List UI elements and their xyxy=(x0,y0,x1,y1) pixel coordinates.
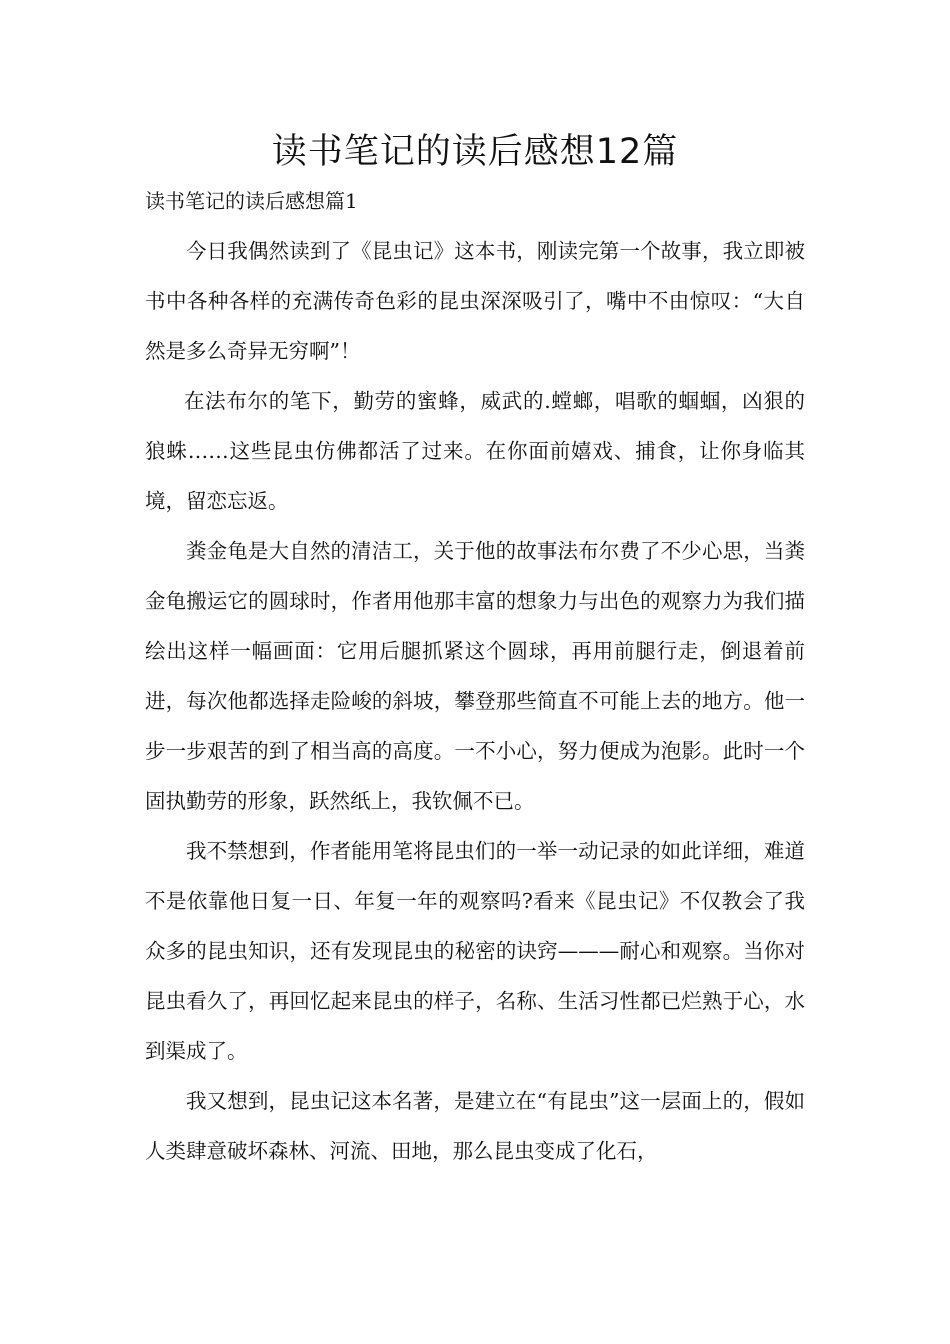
section-heading: 读书笔记的读后感想篇1 xyxy=(145,189,358,213)
paragraph: 我不禁想到，作者能用笔将昆虫们的一举一动记录的如此详细，难道不是依靠他日复一日、年复一年的观察吗?看来《昆虫记》不仅教会了我众多的昆虫知识，还有发现昆虫的秘密的诀窍———耐心和观察。当你对昆虫看久了，再回忆起来昆虫的样子，名称、生活习性都已烂熟于心，水到渠成了。 xyxy=(145,839,805,1063)
document-body xyxy=(145,226,805,1176)
paragraph: 我又想到，昆虫记这本名著，是建立在“有昆虫”这一层面上的，假如人类肆意破坏森林、河流、田地，那么昆虫变成了化石， xyxy=(145,1089,805,1163)
paragraph: 粪金龟是大自然的清洁工，关于他的故事法布尔费了不少心思，当粪金龟搬运它的圆球时，作者用他那丰富的想象力与出色的观察力为我们描绘出这样一幅画面：它用后腿抓紧这个圆球，再用前腿行走，倒退着前进，每次他都选择走险峻的斜坡，攀登那些简直不可能上去的地方。他一步一步艰苦的到了相当高的高度。一不小心，努力便成为泡影。此时一个固执勤劳的形象，跃然纸上，我钦佩不已。 xyxy=(145,539,805,813)
document-title: 读书笔记的读后感想12篇 xyxy=(271,132,679,172)
paragraph: 在法布尔的笔下，勤劳的蜜蜂，威武的.螳螂，唱歌的蝈蝈，凶狠的狼蛛……这些昆虫仿佛都活了过来。在你面前嬉戏、捕食，让你身临其境，留恋忘返。 xyxy=(145,389,805,513)
paragraph: 今日我偶然读到了《昆虫记》这本书，刚读完第一个故事，我立即被书中各种各样的充满传奇色彩的昆虫深深吸引了，嘴中不由惊叹：“大自然是多么奇异无穷啊”！ xyxy=(145,239,805,363)
